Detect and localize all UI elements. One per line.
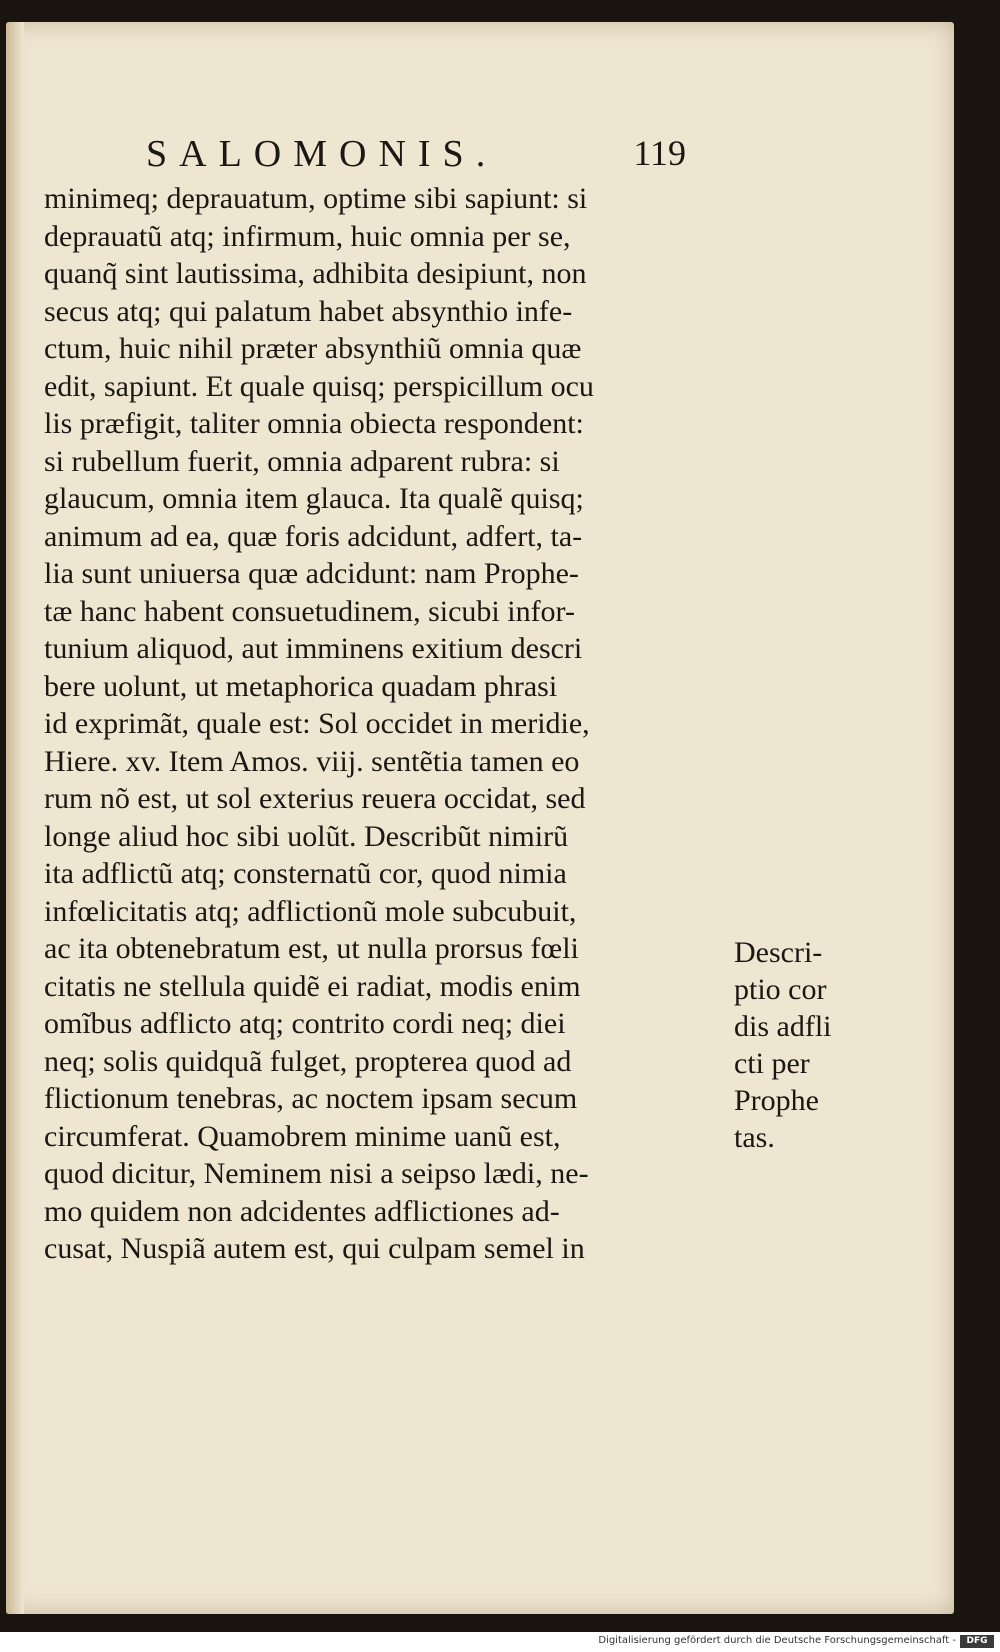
text-line: tæ hanc habent consuetudinem, sicubi infor-	[44, 594, 575, 628]
digitization-footer	[0, 1632, 1000, 1652]
text-line: longe aliud hoc sibi uolũt. Describũt nimirũ	[44, 819, 569, 853]
text-line: id exprimãt, quale est: Sol occidet in meridie,	[44, 707, 590, 740]
text-line: lis præfigit, taliter omnia obiecta respondent:	[44, 407, 584, 440]
page-spine-shadow	[6, 22, 24, 1614]
text-line: deprauatũ atq; infirmum, huic omnia per se,	[44, 219, 571, 253]
dfg-logo: DFG	[960, 1635, 994, 1648]
text-line: si rubellum fuerit, omnia adparent rubra: si	[44, 444, 560, 478]
marginal-note-line: tas.	[734, 1121, 775, 1154]
text-line: infœlicitatis atq; adflictionũ mole subcubuit,	[44, 894, 577, 928]
text-line: secus atq; qui palatum habet absynthio infe-	[44, 294, 573, 328]
marginal-note	[734, 934, 844, 1156]
text-line: ac ita obtenebratum est, ut nulla prorsus fœli	[44, 932, 579, 965]
marginal-note-line: dis adfli	[734, 1010, 832, 1043]
page-header	[146, 132, 686, 175]
text-line: bere uolunt, ut metaphorica quadam phrasi	[44, 669, 558, 703]
page-number: 119	[633, 133, 686, 173]
text-line: ctum, huic nihil præter absynthiũ omnia quæ	[44, 332, 582, 365]
text-line: citatis ne stellula quidẽ ei radiat, modis enim	[44, 969, 581, 1003]
funding-credit: Digitalisierung gefördert durch die Deutsche Forschungsgemeinschaft -	[598, 1635, 956, 1646]
text-line: mo quidem non adcidentes adflictiones ad-	[44, 1194, 560, 1228]
text-line: tunium aliquod, aut imminens exitium descri	[44, 632, 583, 665]
text-line: cusat, Nuspiã autem est, qui culpam semel in	[44, 1232, 585, 1265]
marginal-note-line: Descri-	[734, 936, 823, 969]
text-line: omĩbus adflicto atq; contrito cordi neq; diei	[44, 1007, 566, 1040]
body-text	[44, 180, 724, 1268]
text-line: ita adflictũ atq; consternatũ cor, quod nimia	[44, 857, 567, 890]
text-line: animum ad ea, quæ foris adcidunt, adfert, ta-	[44, 519, 583, 553]
text-line: glaucum, omnia item glauca. Ita qualẽ quisq;	[44, 482, 584, 515]
marginal-note-line: cti per	[734, 1047, 810, 1080]
text-line: Hiere. xv. Item Amos. viij. sentẽtia tamen eo	[44, 744, 580, 778]
text-line: quanq̃ sint lautissima, adhibita desipiunt, non	[44, 257, 587, 290]
text-line: edit, sapiunt. Et quale quisq; perspicillum ocu	[44, 369, 594, 403]
text-line: quod dicitur, Neminem nisi a seipso lædi, ne-	[44, 1157, 589, 1190]
text-line: flictionum tenebras, ac noctem ipsam secum	[44, 1082, 578, 1115]
book-page	[6, 22, 954, 1614]
marginal-note-line: ptio cor	[734, 973, 827, 1006]
text-line: circumferat. Quamobrem minime uanũ est,	[44, 1119, 561, 1153]
text-line: lia sunt uniuersa quæ adcidunt: nam Prophe-	[44, 557, 579, 590]
marginal-note-line: Prophe	[734, 1084, 819, 1117]
running-title: SALOMONIS.	[146, 133, 498, 175]
text-line: minimeq; deprauatum, optime sibi sapiunt: si	[44, 182, 588, 215]
text-line: rum nõ est, ut sol exterius reuera occidat, sed	[44, 782, 586, 815]
text-line: neq; solis quidquã fulget, propterea quod ad	[44, 1044, 572, 1078]
